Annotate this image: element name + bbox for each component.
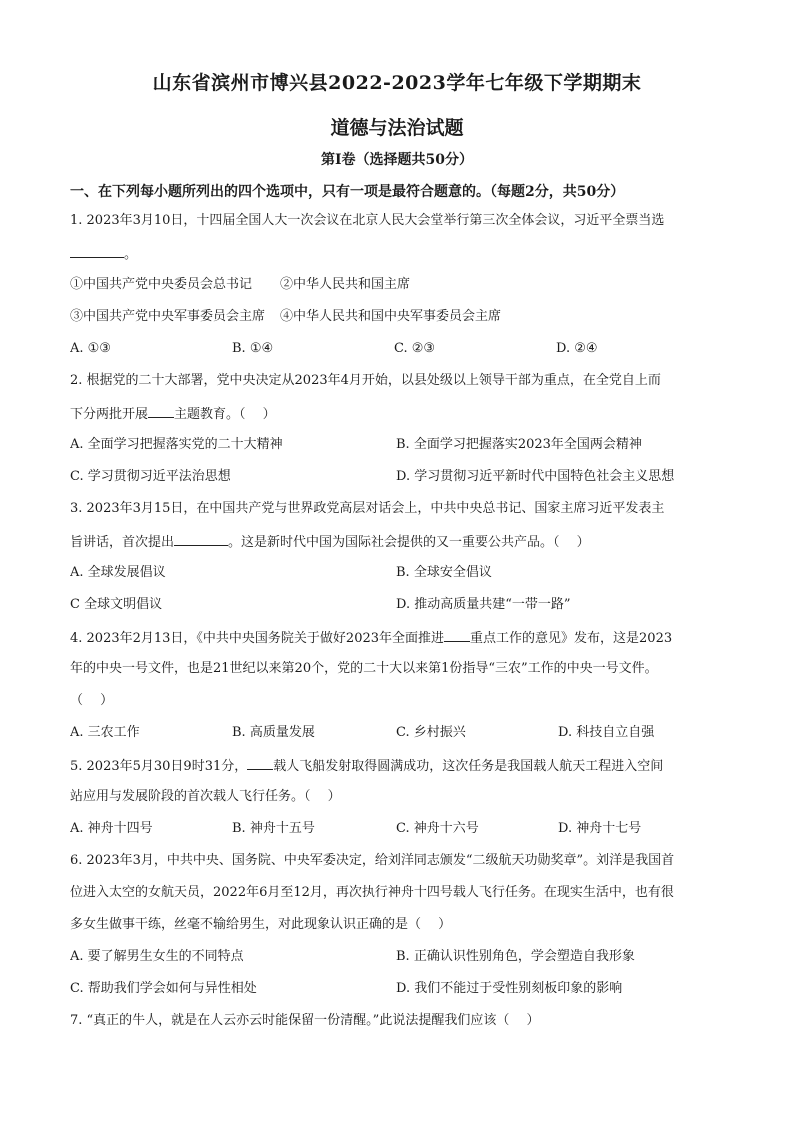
q4-option-a: A. 三农工作 xyxy=(70,725,140,740)
q6-option-b: B. 正确认识性别角色，学会塑造自我形象 xyxy=(396,949,635,964)
q5-stem-line1: 5. 2023年5月30日9时31分， 载人飞船发射取得圆满成功，这次任务是我国载人航天工程进入空间 xyxy=(70,755,724,787)
q1-items-row2 xyxy=(70,307,724,339)
q7-stem-line1: 7. “真正的牛人，就是在人云亦云时能保留一份清醒。”此说法提醒我们应该（ ） xyxy=(70,1013,540,1028)
answer-blank xyxy=(247,755,273,770)
q1-options xyxy=(70,339,724,371)
q1-item-3: ③中国共产党中央军事委员会主席 xyxy=(70,309,266,324)
q3-option-b: B. 全球安全倡议 xyxy=(396,565,492,580)
volume-title: 第Ⅰ卷（选择题共50分） xyxy=(320,152,474,168)
q4-stem-line3: （ ） xyxy=(70,693,114,708)
answer-blank xyxy=(174,531,228,546)
q3-option-c: C 全球文明倡议 xyxy=(70,597,163,612)
q6-stem-line1: 6. 2023年3月，中共中央、国务院、中央军委决定，给刘洋同志颁发“二级航天功勋奖章”。刘洋是我国首 xyxy=(70,853,675,868)
q4-option-c: C. 乡村振兴 xyxy=(396,725,466,740)
q2-options-row2 xyxy=(70,467,724,499)
q5-stem-line2: 站应用与发展阶段的首次载人飞行任务。（ ） xyxy=(70,789,341,804)
q1-option-a: A. ①③ xyxy=(70,341,111,356)
q6-stem-line2: 位进入太空的女航天员，2022年6月至12月，再次执行神舟十四号载人飞行任务。在现实生活中，也有很 xyxy=(70,885,674,900)
q1-item-2: ②中华人民共和国主席 xyxy=(280,277,411,292)
q6-option-c: C. 帮助我们学会如何与异性相处 xyxy=(70,981,257,996)
answer-blank xyxy=(70,243,124,258)
q4-options xyxy=(70,723,724,755)
q2-option-c: C. 学习贯彻习近平法治思想 xyxy=(70,469,231,484)
section-heading: 一、在下列每小题所列出的四个选项中，只有一项是最符合题意的。（每题2分，共50分） xyxy=(70,184,625,200)
q3-options-row1 xyxy=(70,563,724,595)
q6-options-row1 xyxy=(70,947,724,979)
q2-stem-line2: 下分两批开展 主题教育。（ ） xyxy=(70,403,724,435)
q5-options xyxy=(70,819,724,851)
q4-option-b: B. 高质量发展 xyxy=(232,725,315,740)
q3-stem-line2: 旨讲话，首次提出 。这是新时代中国为国际社会提供的又一重要公共产品。（ ） xyxy=(70,531,724,563)
q3-options-row2 xyxy=(70,595,724,627)
q1-item-1: ①中国共产党中央委员会总书记 xyxy=(70,277,253,292)
answer-blank xyxy=(444,627,470,642)
exam-subject-title: 道德与法治试题 xyxy=(330,117,464,139)
q4-stem-line1: 4. 2023年2月13日，《中共中央国务院关于做好2023年全面推进 重点工作的意见》发布，这是2023 xyxy=(70,627,724,659)
q3-stem-line1: 3. 2023年3月15日，在中国共产党与世界政党高层对话会上，中共中央总书记、国家主席习近平发表主 xyxy=(70,501,665,516)
q1-stem-line1: 1. 2023年3月10日，十四届全国人大一次会议在北京人民大会堂举行第三次全体会议，习近平全票当选 xyxy=(70,213,665,228)
q1-option-d: D. ②④ xyxy=(556,341,598,356)
q5-option-a: A. 神舟十四号 xyxy=(70,821,153,836)
q2-option-a: A. 全面学习把握落实党的二十大精神 xyxy=(70,437,283,452)
q1-option-c: C. ②③ xyxy=(394,341,436,356)
q1-items-row1 xyxy=(70,275,724,307)
q5-option-c: C. 神舟十六号 xyxy=(396,821,479,836)
q6-option-d: D. 我们不能过于受性别刻板印象的影响 xyxy=(396,981,623,996)
q4-stem-line2: 年的中央一号文件，也是21世纪以来第20个，党的二十大以来第1份指导“三农”工作的中央一号文件。 xyxy=(70,661,658,676)
answer-blank xyxy=(148,403,174,418)
q5-option-d: D. 神舟十七号 xyxy=(558,821,642,836)
q2-options-row1 xyxy=(70,435,724,467)
q6-stem-line3: 多女生做事干练，丝毫不输给男生，对此现象认识正确的是（ ） xyxy=(70,917,452,932)
q5-option-b: B. 神舟十五号 xyxy=(232,821,315,836)
q6-option-a: A. 要了解男生女生的不同特点 xyxy=(70,949,244,964)
q3-option-a: A. 全球发展倡议 xyxy=(70,565,166,580)
q3-option-d: D. 推动高质量共建“一带一路” xyxy=(396,597,571,612)
q6-options-row2 xyxy=(70,979,724,1011)
q2-stem-line1: 2. 根据党的二十大部署，党中央决定从2023年4月开始，以县处级以上领导干部为重点，在全党自上而 xyxy=(70,373,661,388)
q2-option-b: B. 全面学习把握落实2023年全国两会精神 xyxy=(396,437,642,452)
q4-option-d: D. 科技自立自强 xyxy=(558,725,655,740)
questions-area xyxy=(70,211,724,1043)
exam-title: 山东省滨州市博兴县2022-2023学年七年级下学期期末 xyxy=(152,72,642,94)
q2-option-d: D. 学习贯彻习近平新时代中国特色社会主义思想 xyxy=(396,469,675,484)
q1-item-4: ④中华人民共和国中央军事委员会主席 xyxy=(280,309,502,324)
q1-option-b: B. ①④ xyxy=(232,341,274,356)
q1-stem-line2: 。 xyxy=(70,243,724,275)
